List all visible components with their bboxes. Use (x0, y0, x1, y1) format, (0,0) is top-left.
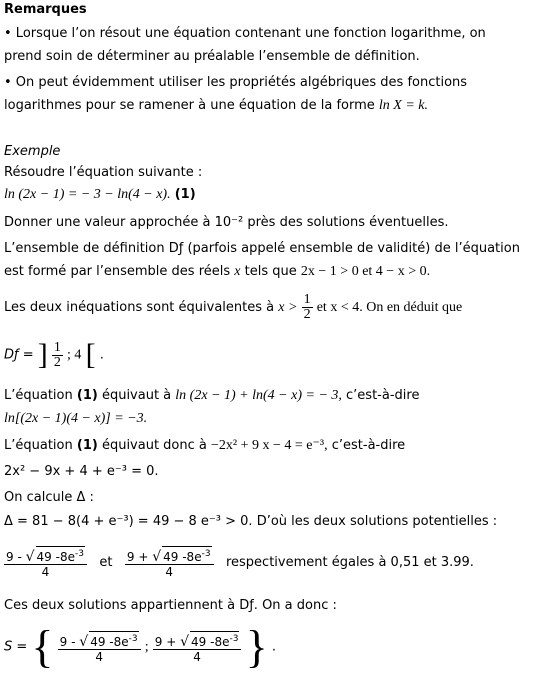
domain-set (4, 340, 104, 371)
set-solution-1 (58, 631, 141, 664)
equiv1-text-c: c’est-à-dire (346, 388, 420, 403)
belong-text: Ces deux solutions appartiennent à Dƒ. On a donc : (4, 598, 337, 613)
bullet2-text: logarithmes pour se ramener à une équation de la forme (4, 98, 375, 113)
solution-2-radicand (162, 546, 211, 564)
equiv1-line1 (4, 388, 419, 404)
left-brace-icon: { (31, 621, 54, 672)
equiv2-line (4, 438, 405, 454)
df-numerator: 1 (53, 339, 61, 355)
set-solution-2-num-a: 9 + (154, 634, 177, 649)
domain-conditions: 2x − 1 > 0 et 4 − x > 0. (300, 264, 431, 279)
solution-1-denominator: 4 (41, 565, 50, 579)
equiv1-text-a: L’équation (4, 388, 73, 403)
set-solution-1-num-a: 9 - (59, 634, 76, 649)
set-solution-1-radicand (89, 631, 138, 649)
solution-1-sqrt-text: 49 -8e (36, 550, 75, 564)
equiv2-tag: (1) (76, 438, 98, 453)
inequation-rest: et x < 4. On en déduit que (316, 300, 463, 315)
set-solution-1-exponent: -3 (128, 633, 138, 644)
solutions-respectively: respectivement égales à 0,51 et 3.99. (225, 555, 474, 570)
solution-1 (4, 546, 87, 579)
equiv2-text-a: L’équation (4, 438, 73, 453)
bullet2-line1: • On peut évidemment utiliser les propriétés algébriques des fonctions (4, 75, 468, 90)
equiv1-text-b: équivaut à (101, 388, 172, 403)
half-denominator: 2 (303, 307, 311, 322)
calc-text: On calcule Δ : (4, 490, 94, 505)
domain-text: est formé par l’ensemble des réels (4, 264, 231, 279)
domain-line1: L’ensemble de définition Dƒ (parfois appelé ensemble de validité) de l’équation (4, 241, 520, 256)
sqrt-symbol: √ (180, 633, 190, 650)
equation-1 (4, 187, 196, 203)
solution-2-denominator: 4 (165, 565, 174, 579)
half-fraction (302, 293, 313, 322)
equiv2-formula: −2x² + 9 x − 4 = e⁻³, (211, 438, 328, 453)
solutions-et: et (99, 555, 113, 570)
equiv1-formula: ln (2x − 1) + ln(4 − x) = − 3, (175, 388, 342, 403)
df-fraction (52, 341, 63, 370)
solution-2 (125, 546, 214, 579)
df-separator: ; 4 (67, 347, 82, 363)
solution-2-numerator (125, 546, 214, 565)
solution-1-num-a: 9 - (6, 550, 22, 564)
half-numerator: 1 (303, 292, 311, 307)
equiv1-tag: (1) (76, 388, 98, 403)
polynomial-equation: 2x² − 9x + 4 + e⁻³ = 0. (4, 464, 159, 479)
approx-text: Donner une valeur approchée à 10⁻² près des solutions éventuelles. (4, 215, 449, 230)
df-left-bracket: ] (37, 338, 48, 371)
heading: Remarques (4, 2, 87, 17)
solution-1-numerator (4, 546, 87, 565)
example-title: Exemple (4, 144, 61, 159)
solution-2-exponent: -3 (201, 549, 211, 559)
set-solution-2-sqrt-text: 49 -8e (191, 634, 230, 649)
equation-1-tag: (1) (174, 187, 196, 202)
set-end: . (271, 639, 276, 655)
set-solution-2 (153, 631, 242, 664)
set-solution-2-exponent: -3 (229, 633, 239, 644)
bullet2-line2 (4, 98, 428, 114)
set-solution-2-numerator (153, 631, 242, 650)
right-brace-icon: } (245, 621, 268, 672)
set-solution-1-denominator: 4 (95, 649, 103, 664)
solutions-line (4, 541, 474, 585)
inequation-x: x > (278, 300, 298, 315)
equiv2-text-c: c’est-à-dire (331, 438, 406, 453)
set-solution-1-numerator (58, 631, 141, 650)
domain-x: x (234, 264, 241, 279)
df-end: . (99, 347, 104, 363)
domain-line2 (4, 264, 430, 280)
equation-1-formula: ln (2x − 1) = − 3 − ln(4 − x). (4, 187, 171, 202)
df-denominator: 2 (53, 354, 61, 370)
solution-1-exponent: -3 (74, 549, 84, 559)
set-separator: ; (144, 639, 149, 655)
inequation-text: Les deux inéquations sont équivalentes à (4, 300, 275, 315)
sqrt-symbol: √ (79, 633, 89, 650)
bullet1-line2: prend soin de déterminer au préalable l’ensemble de définition. (4, 49, 420, 64)
sqrt-symbol: √ (25, 549, 35, 565)
equiv2-text-b: équivaut donc à (101, 438, 207, 453)
set-solution-2-radicand (190, 631, 239, 649)
solution-1-radicand (36, 546, 85, 564)
df-label: Dƒ = (4, 347, 34, 363)
sqrt-symbol: √ (152, 549, 162, 565)
inequation-line (4, 293, 462, 323)
df-right-bracket: [ (85, 338, 96, 371)
bullet2-formula: ln X = k. (378, 98, 429, 113)
solution-set (4, 620, 276, 675)
s-label: S = (4, 639, 28, 655)
solution-2-num-a: 9 + (126, 550, 149, 564)
bullet1-line1: • Lorsque l’on résout une équation contenant une fonction logarithme, on (4, 26, 486, 41)
set-solution-1-sqrt-text: 49 -8e (90, 634, 129, 649)
solution-2-sqrt-text: 49 -8e (163, 550, 202, 564)
domain-tels: tels que (244, 264, 297, 279)
set-solution-2-denominator: 4 (193, 649, 201, 664)
equiv1-line2: ln[(2x − 1)(4 − x)] = −3. (4, 411, 148, 426)
delta-line: Δ = 81 − 8(4 + e⁻³) = 49 − 8 e⁻³ > 0. D’où les deux solutions potentielles : (4, 514, 498, 529)
resolve-text: Résoudre l’équation suivante : (4, 165, 203, 180)
